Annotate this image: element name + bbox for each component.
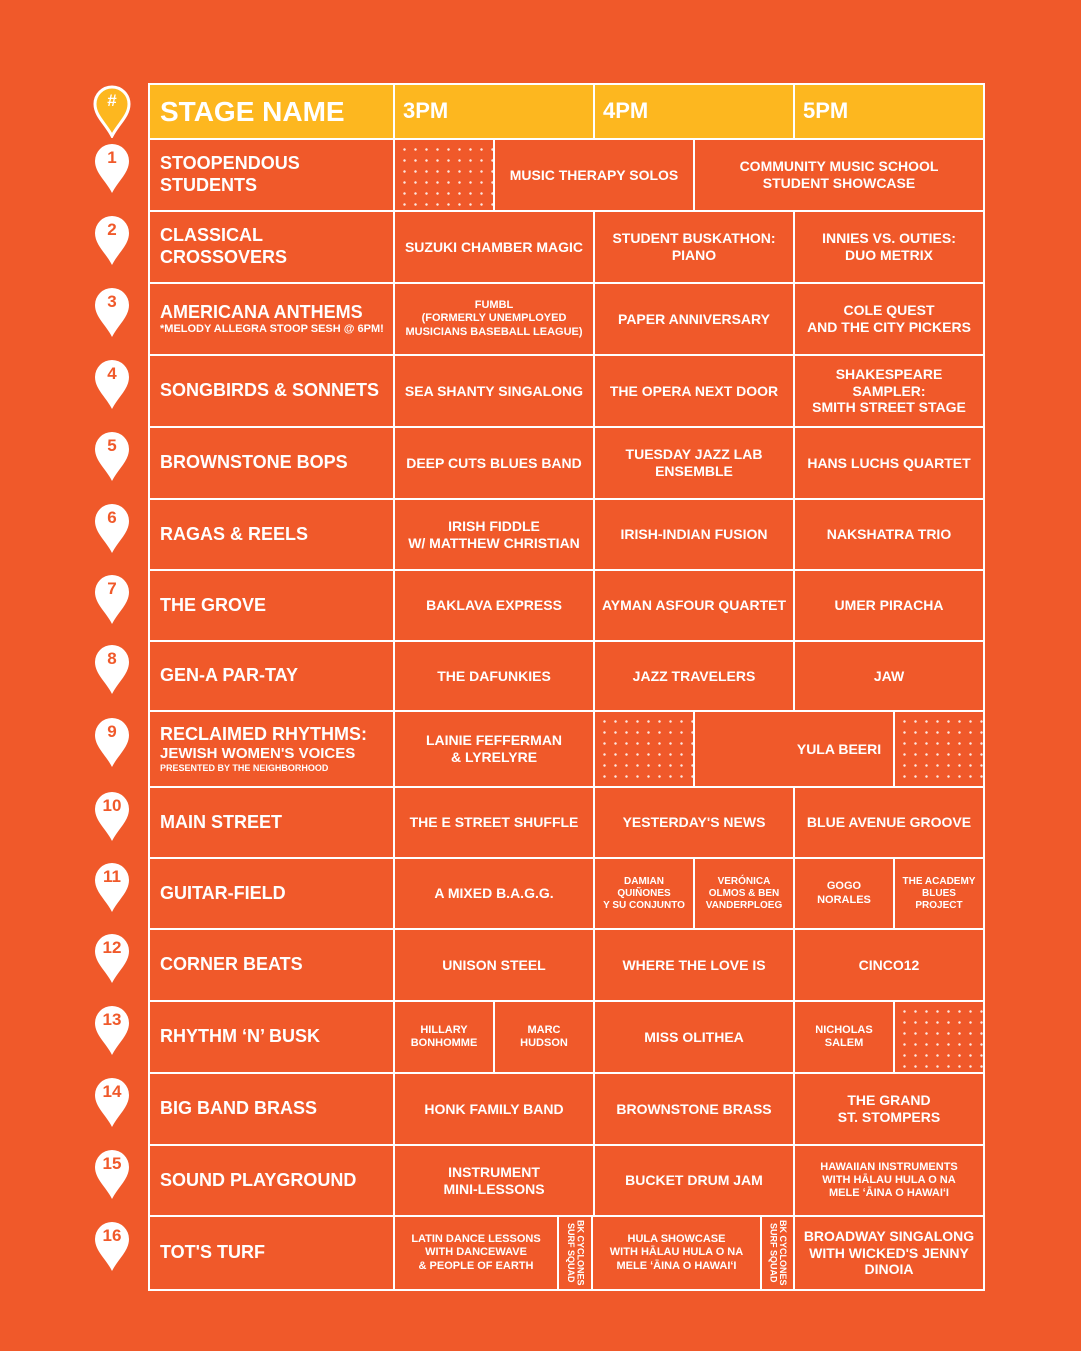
performance-slot — [793, 210, 985, 284]
performance-slot — [693, 857, 795, 930]
pin-number: 9 — [107, 722, 117, 741]
performance-slot — [793, 857, 895, 930]
performer-name: HAWAIIAN INSTRUMENTS — [820, 1160, 958, 1173]
stage-name-10 — [148, 786, 395, 859]
header-time-3pm — [393, 83, 595, 140]
header-stage-name — [148, 83, 395, 140]
performance-slot — [393, 1072, 595, 1146]
performer-name: STUDENT SHOWCASE — [762, 175, 916, 191]
performance-slot — [693, 138, 985, 212]
performance-slot — [793, 426, 985, 500]
stage-title: GEN-A PAR-TAY — [160, 665, 299, 686]
stage-pin-icon — [92, 429, 132, 483]
stage-subtitle: *MELODY ALLEGRA STOOP SESH @ 6PM! — [160, 323, 384, 336]
performer-name: BROWNSTONE BRASS — [616, 1100, 772, 1117]
performer-name: SUZUKI CHAMBER MAGIC — [404, 238, 584, 255]
performance-slot — [593, 354, 795, 428]
performance-slot — [493, 138, 695, 212]
stage-subtitle: JEWISH WOMEN'S VOICES — [160, 745, 356, 763]
performer-name: HILLARY — [420, 1023, 468, 1036]
performer-name: NAKSHATRA TRIO — [826, 526, 952, 543]
performance-slot — [557, 1215, 593, 1291]
empty-slot — [893, 1000, 985, 1074]
performance-slot — [793, 354, 985, 428]
performer-name: STUDENT BUSKATHON: — [612, 230, 776, 247]
performance-slot — [393, 640, 595, 712]
pin-number: 8 — [107, 649, 117, 668]
pin-number: 5 — [107, 436, 117, 455]
performer-name: NORALES — [817, 893, 871, 906]
performer-name: HONK FAMILY BAND — [424, 1100, 564, 1117]
header-time-5pm — [793, 83, 985, 140]
performance-slot — [393, 426, 595, 500]
performer-name: SMITH STREET STAGE — [812, 399, 966, 416]
performer-name: JAW — [873, 667, 905, 684]
performer-name: VERÓNICA — [717, 875, 771, 887]
stage-title: TOT'S TURF — [160, 1242, 265, 1263]
performer-name: QUIÑONES — [617, 887, 671, 899]
performance-slot — [393, 354, 595, 428]
stage-pin-icon — [92, 1147, 132, 1201]
performer-name: DEEP CUTS BLUES BAND — [406, 454, 582, 471]
pin-number: 12 — [102, 938, 122, 957]
performer-name: INSTRUMENT — [448, 1163, 540, 1180]
performer-name: OLMOS & BEN — [708, 887, 780, 899]
performance-slot — [393, 569, 595, 642]
stage-name-11 — [148, 857, 395, 930]
stage-title: SOUND PLAYGROUND — [160, 1169, 357, 1190]
performer-name: AYMAN ASFOUR QUARTET — [601, 597, 787, 614]
pin-number: 4 — [107, 364, 117, 383]
performance-slot — [593, 1144, 795, 1217]
stage-name-5 — [148, 426, 395, 500]
stage-pin-icon — [92, 1003, 132, 1057]
stage-pin-icon — [92, 357, 132, 411]
performance-slot — [593, 786, 795, 859]
performer-name: VANDERPLOEG — [705, 899, 783, 911]
performer-name: SEA SHANTY SINGALONG — [404, 382, 584, 399]
performer-name: PAPER ANNIVERSARY — [618, 310, 770, 327]
empty-slot — [593, 710, 695, 788]
performance-slot — [393, 282, 595, 356]
performance-slot — [493, 1000, 595, 1074]
performer-name: IRISH-INDIAN FUSION — [620, 526, 768, 543]
performer-name: MELE ʻĀINA O HAWAIʻI — [829, 1187, 949, 1200]
performance-slot — [593, 1000, 795, 1074]
stage-pin-icon — [92, 1219, 132, 1273]
stage-pin-icon — [92, 860, 132, 914]
performer-name: A MIXED B.A.G.G. — [434, 885, 554, 902]
performer-name: THE E STREET SHUFFLE — [409, 814, 579, 831]
performer-name: DAMIAN — [624, 875, 664, 887]
empty-slot — [893, 710, 985, 788]
performance-slot — [793, 569, 985, 642]
performance-slot — [393, 710, 595, 788]
performer-name: THE DAFUNKIES — [437, 667, 551, 684]
performer-name: & LYRELYRE — [450, 749, 538, 765]
performance-slot — [393, 210, 595, 284]
performer-name: MELE ʻĀINA O HAWAIʻI — [616, 1259, 737, 1272]
performer-name: MARC — [527, 1023, 561, 1036]
performer-name: UMER PIRACHA — [834, 597, 944, 614]
performer-name: THE ACADEMY — [902, 875, 976, 887]
performance-slot — [793, 786, 985, 859]
performer-name: WITH WICKED'S JENNY DINOIA — [809, 1244, 969, 1278]
stage-name-6 — [148, 498, 395, 571]
performance-slot — [591, 1215, 762, 1291]
performer-name: MISS OLITHEA — [644, 1028, 744, 1045]
performer-name: AND THE CITY PICKERS — [807, 319, 971, 335]
time-label: 3PM — [403, 98, 449, 124]
performer-name: BROADWAY SINGALONG — [803, 1227, 975, 1244]
stage-name-12 — [148, 928, 395, 1002]
performer-name: INNIES VS. OUTIES: — [822, 230, 956, 247]
stage-name-13 — [148, 1000, 395, 1074]
stage-pin-icon — [92, 213, 132, 267]
stage-title: RHYTHM ‘N’ BUSK — [160, 1026, 321, 1047]
performance-slot — [593, 640, 795, 712]
stage-title: STOOPENDOUS STUDENTS — [160, 153, 300, 195]
performance-slot — [393, 786, 595, 859]
performer-name: FUMBL — [474, 299, 514, 312]
performer-name: MUSICIANS BASEBALL LEAGUE) — [405, 325, 583, 338]
performer-name: SALEM — [824, 1037, 864, 1049]
performer-name: BK CYCLONES — [777, 1220, 788, 1286]
performer-name: HANS LUCHS QUARTET — [807, 454, 971, 471]
performer-name: & PEOPLE OF EARTH — [418, 1259, 534, 1272]
performance-slot — [393, 1144, 595, 1217]
performer-name: YESTERDAY'S NEWS — [622, 814, 766, 831]
stage-pin-icon — [92, 715, 132, 769]
pin-number: 6 — [107, 508, 117, 527]
performance-slot — [893, 857, 985, 930]
performer-name: W/ MATTHEW CHRISTIAN — [408, 534, 580, 551]
performer-name: DUO METRIX — [845, 247, 933, 263]
pin-number: 1 — [107, 148, 117, 167]
pin-number: 7 — [107, 579, 117, 598]
stage-title: MAIN STREET — [160, 811, 283, 832]
stage-title: BIG BAND BRASS — [160, 1098, 318, 1119]
pin-number: 13 — [102, 1010, 122, 1029]
header-time-4pm — [593, 83, 795, 140]
performer-name: JAZZ TRAVELERS — [632, 667, 756, 684]
performer-name: MUSIC THERAPY SOLOS — [509, 166, 679, 183]
performance-slot — [793, 1000, 895, 1074]
performer-name: ENSEMBLE — [655, 463, 733, 479]
performer-name: HULA SHOWCASE — [627, 1233, 726, 1246]
performer-name: Y SU CONJUNTO — [603, 899, 685, 911]
performer-name: MINI-LESSONS — [443, 1180, 545, 1197]
time-label: 5PM — [803, 98, 849, 124]
performance-slot — [593, 498, 795, 571]
performance-slot — [593, 210, 795, 284]
stage-title: SONGBIRDS & SONNETS — [160, 380, 380, 401]
performer-name: WITH DANCEWAVE — [425, 1246, 527, 1259]
performer-name: THE GRAND — [847, 1092, 931, 1109]
performer-name: CINCO12 — [858, 956, 920, 973]
performance-slot — [793, 640, 985, 712]
stage-name-16 — [148, 1215, 395, 1291]
stage-pin-icon — [92, 642, 132, 696]
stage-title: CORNER BEATS — [160, 954, 303, 975]
performer-name: WHERE THE LOVE IS — [622, 956, 766, 973]
pin-number: # — [107, 91, 117, 110]
stage-pin-icon — [92, 285, 132, 339]
stage-title: THE GROVE — [160, 594, 267, 615]
performance-slot — [793, 1144, 985, 1217]
performance-slot — [760, 1215, 795, 1291]
performer-name: BLUES PROJECT — [915, 887, 963, 911]
performer-name: BK CYCLONES — [575, 1220, 586, 1286]
performance-slot — [793, 1215, 985, 1291]
stage-title: RAGAS & REELS — [160, 523, 309, 544]
performance-slot — [793, 1072, 985, 1146]
performance-slot — [593, 569, 795, 642]
stage-name-14 — [148, 1072, 395, 1146]
pin-number: 10 — [102, 796, 122, 815]
stage-pin-icon — [92, 931, 132, 985]
performer-name: COLE QUEST — [843, 302, 935, 319]
performance-slot — [393, 498, 595, 571]
stage-pin-icon — [92, 501, 132, 555]
stage-name-9 — [148, 710, 395, 788]
performance-slot — [393, 1215, 559, 1291]
pin-number: 2 — [107, 220, 117, 239]
stage-title: BROWNSTONE BOPS — [160, 452, 348, 473]
performer-name: PIANO — [671, 247, 717, 263]
performer-name: GOGO — [826, 880, 862, 893]
stage-title: CLASSICAL CROSSOVERS — [160, 225, 288, 267]
performance-slot — [593, 928, 795, 1002]
performer-name: LAINIE FEFFERMAN — [425, 732, 563, 749]
performer-name: WITH HĀLAU HULA O NA — [822, 1173, 956, 1186]
performer-name: UNISON STEEL — [442, 956, 546, 973]
stage-subtitle: PRESENTED BY THE NEIGHBORHOOD — [160, 763, 329, 774]
stage-title: GUITAR-FIELD — [160, 882, 286, 903]
performance-slot — [593, 1072, 795, 1146]
performer-name: IRISH FIDDLE — [448, 517, 540, 534]
empty-slot — [393, 138, 495, 212]
performance-slot — [793, 498, 985, 571]
stage-name-7 — [148, 569, 395, 642]
performance-slot — [393, 928, 595, 1002]
pin-number: 11 — [103, 867, 121, 886]
stage-name-15 — [148, 1144, 395, 1217]
performer-name: HUDSON — [520, 1037, 568, 1049]
performance-slot — [593, 282, 795, 356]
performance-slot — [393, 857, 595, 930]
performer-name: WITH HĀLAU HULA O NA — [609, 1246, 744, 1259]
performer-name: SURF SQUAD — [566, 1223, 576, 1283]
performer-name: SHAKESPEARE SAMPLER: — [835, 365, 943, 399]
stage-name-8 — [148, 640, 395, 712]
performance-slot — [593, 857, 695, 930]
performer-name: BLUE AVENUE GROOVE — [806, 814, 972, 831]
header-pin-icon — [92, 84, 132, 138]
performance-slot — [793, 282, 985, 356]
performer-name: COMMUNITY MUSIC SCHOOL — [739, 158, 939, 175]
performer-name: TUESDAY JAZZ LAB — [625, 446, 763, 463]
performer-name: YULA BEERI — [796, 740, 882, 757]
performer-name: BUCKET DRUM JAM — [625, 1172, 763, 1189]
performer-name: ST. STOMPERS — [837, 1109, 941, 1125]
performer-name: SURF SQUAD — [768, 1223, 779, 1283]
performance-slot — [393, 1000, 495, 1074]
stage-title: AMERICANA ANTHEMS — [160, 301, 363, 322]
pin-number: 15 — [102, 1154, 122, 1173]
stage-pin-icon — [92, 1075, 132, 1129]
performer-name: (FORMERLY UNEMPLOYED — [421, 312, 567, 325]
stage-pin-icon — [92, 789, 132, 843]
performer-name: NICHOLAS — [815, 1023, 873, 1036]
header-stage-label: STAGE NAME — [160, 95, 345, 127]
performer-name: BAKLAVA EXPRESS — [426, 597, 562, 614]
pin-number: 16 — [102, 1226, 122, 1245]
performer-name: THE OPERA NEXT DOOR — [609, 382, 779, 399]
stage-name-4 — [148, 354, 395, 428]
pin-number: 3 — [107, 292, 117, 311]
stage-name-1 — [148, 138, 395, 212]
stage-name-2 — [148, 210, 395, 284]
pin-number: 14 — [102, 1082, 122, 1101]
stage-title: RECLAIMED RHYTHMS: — [160, 723, 367, 744]
performance-slot — [593, 426, 795, 500]
stage-pin-icon — [92, 141, 132, 195]
performer-name: BONHOMME — [410, 1037, 478, 1049]
stage-name-3 — [148, 282, 395, 356]
performer-name: LATIN DANCE LESSONS — [411, 1233, 541, 1246]
stage-pin-icon — [92, 572, 132, 626]
time-label: 4PM — [603, 98, 649, 124]
performance-slot — [793, 928, 985, 1002]
